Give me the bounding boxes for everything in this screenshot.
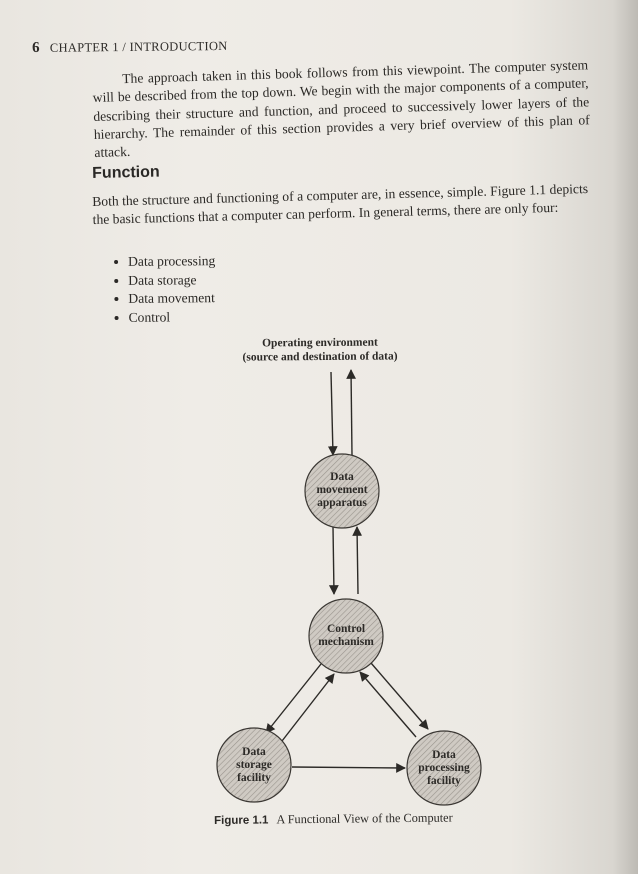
arrow-storage-to-control: [282, 674, 334, 741]
node-label-control: Control mechanism: [318, 623, 374, 648]
arrow-movement-to-control: [333, 527, 334, 594]
arrow-movement-to-env: [351, 370, 352, 455]
page-number: 6: [32, 39, 40, 56]
environment-subtitle: (source and destination of data): [242, 350, 398, 364]
list-item: Data processing: [114, 252, 215, 271]
list-item: Data movement: [114, 289, 215, 308]
arrow-control-to-movement: [357, 527, 358, 594]
environment-title: Operating environment: [262, 336, 378, 350]
node-label-processing: Data processing facility: [418, 749, 470, 787]
node-label-storage: Data storage facility: [236, 746, 272, 784]
intro-paragraph: The approach taken in this book follows from this viewpoint. The computer system will be described from the top down. We begin with the major components of a computer, describing their structure and function, and proceed to successively lower layers of the hierarchy. The remainder of this section provides a very brief overview of this plan of attack.: [92, 57, 590, 161]
arrow-env-to-movement: [331, 372, 333, 455]
figure-number: Figure 1.1: [214, 814, 269, 827]
environment-label: [232, 335, 408, 364]
function-paragraph: Both the structure and functioning of a computer are, in essence, simple. Figure 1.1 depicts the basic functions that a computer can perform. In general terms, there are only four:: [92, 181, 589, 228]
figure-caption: [214, 811, 453, 828]
list-item: Data storage: [114, 271, 215, 290]
node-label-movement: Data movement apparatus: [316, 471, 368, 509]
chapter-title: CHAPTER 1 / INTRODUCTION: [49, 38, 228, 55]
figure-caption-text: A Functional View of the Computer: [276, 810, 453, 827]
section-heading: Function: [92, 163, 160, 182]
arrow-storage-to-processing: [292, 767, 405, 768]
arrow-control-to-processing: [371, 663, 428, 729]
arrow-control-to-storage: [266, 664, 321, 733]
list-item: Control: [114, 308, 215, 327]
